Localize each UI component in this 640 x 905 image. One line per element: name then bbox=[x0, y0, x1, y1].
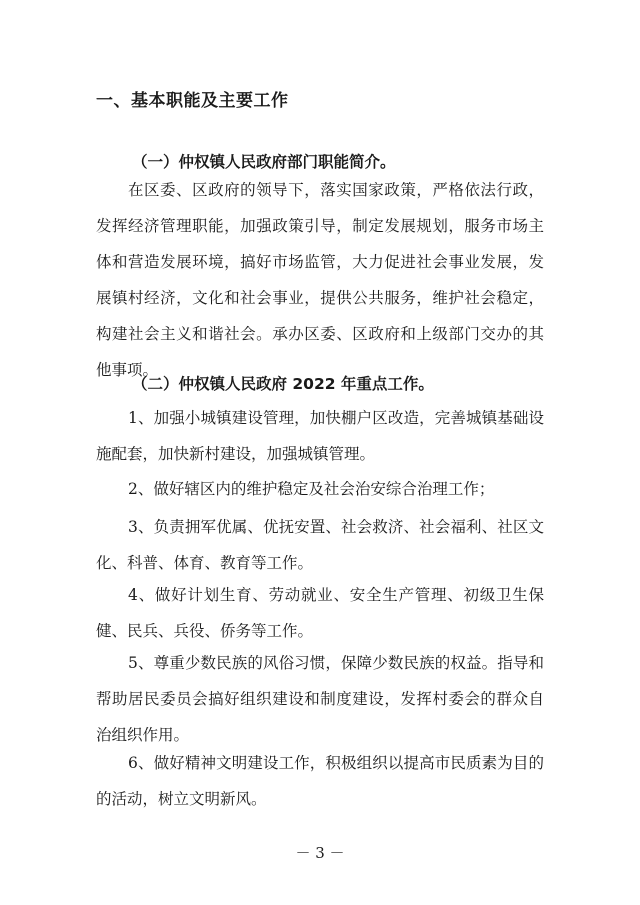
subsection-1-body: 在区委、区政府的领导下，落实国家政策，严格依法行政，发挥经济管理职能，加强政策引导，制定发展规划，服务市场主体和营造发展环境，搞好市场监管，大力促进社会事业发展，发展镇村经济，文化和社会事业，提供公共服务，维护社会稳定，构建社会主义和谐社会。承办区委、区政府和上级部门交办的其他事项。 bbox=[96, 181, 544, 379]
list-item-5: 5、尊重少数民族的风俗习惯，保障少数民族的权益。指导和帮助居民委员会搞好组织建设和制度建设，发挥村委会的群众自治组织作用。 bbox=[96, 654, 544, 744]
subsection-heading-1: （一）仲权镇人民政府部门职能简介。 bbox=[132, 153, 396, 171]
list-item-6: 6、做好精神文明建设工作，积极组织以提高市民质素为目的的活动，树立文明新风。 bbox=[96, 754, 544, 808]
list-item-4: 4、做好计划生育、劳动就业、安全生产管理、初级卫生保健、民兵、兵役、侨务等工作。 bbox=[96, 586, 544, 640]
list-item-3: 3、负责拥军优属、优抚安置、社会救济、社会福利、社区文化、科普、体育、教育等工作。 bbox=[96, 518, 544, 572]
subsection-heading-2: （二）仲权镇人民政府 2022 年重点工作。 bbox=[132, 375, 434, 393]
page-number: － 3 － bbox=[295, 844, 345, 862]
list-item-1: 1、加强小城镇建设管理，加快棚户区改造，完善城镇基础设施配套，加快新村建设，加强城镇管理。 bbox=[96, 409, 544, 463]
list-item-2: 2、做好辖区内的维护稳定及社会治安综合治理工作； bbox=[128, 480, 495, 498]
section-heading: 一、基本职能及主要工作 bbox=[96, 91, 289, 111]
